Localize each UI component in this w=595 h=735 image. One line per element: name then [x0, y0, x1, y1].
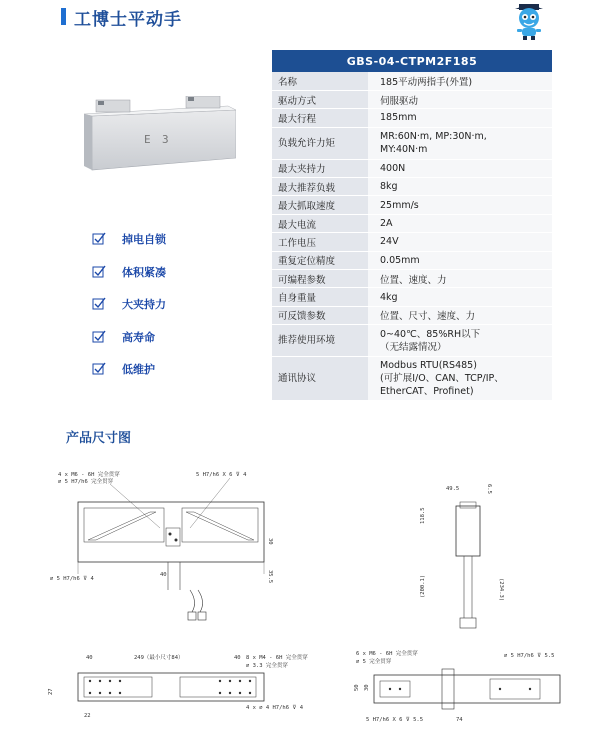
dimension-label: 30: [267, 538, 273, 545]
spec-value: 185平动两指手(外置): [368, 72, 552, 90]
spec-value-line: Modbus RTU(RS485): [380, 360, 477, 372]
drawing-note: 4 x ∅ 4 H7/h6 ⊽ 4: [246, 705, 304, 711]
spec-key: 可反馈参数: [272, 306, 368, 324]
table-row: [272, 233, 552, 251]
feature-label: 高寿命: [122, 330, 155, 344]
dimension-label: 27: [48, 688, 54, 695]
svg-text:E: E: [144, 133, 151, 146]
spec-key: 名称: [272, 72, 368, 90]
feature-list: [92, 230, 242, 393]
dimension-label: 74: [456, 717, 463, 723]
dimension-label: 40: [160, 572, 167, 578]
spec-key: 最大电流: [272, 214, 368, 232]
spec-value: 185mm: [368, 109, 552, 127]
bottom-view-drawing: [40, 645, 330, 730]
dimension-label: 40: [86, 655, 93, 661]
feature-label: 掉电自锁: [122, 233, 166, 246]
spec-key: 最大推荐负载: [272, 178, 368, 196]
feature-label: 低维护: [122, 363, 155, 376]
spec-value: [368, 325, 552, 357]
drawing-note: ∅ 5 H7/h6 ⊽ 4: [50, 576, 94, 582]
svg-text:3: 3: [162, 133, 169, 146]
dimension-label: 118.5: [420, 507, 426, 524]
spec-value-line: 0~40℃、85%RH以下: [380, 328, 481, 340]
drawing-note: 6 x M6 - 6H 完全贯穿: [356, 651, 418, 657]
spec-key: 工作电压: [272, 233, 368, 251]
spec-key: 通讯协议: [272, 357, 368, 401]
table-row: [272, 72, 552, 90]
top-view-drawing: [340, 645, 575, 730]
drawing-note: 5 H7/h6 X 6 ⊽ 5.5: [366, 717, 424, 723]
dimension-label: 249（最小尺寸84）: [134, 655, 184, 661]
checkbox-checked-icon: [92, 297, 106, 311]
spec-key: 负载允许力矩: [272, 127, 368, 159]
spec-value: 400N: [368, 159, 552, 177]
table-row: [272, 270, 552, 288]
drawing-note: ∅ 5 H7/h6 完全贯穿: [58, 479, 114, 485]
spec-value-line: (可扩展I/O、CAN、TCP/IP、: [380, 373, 504, 385]
drawing-note: ∅ 5 完全贯穿: [356, 659, 392, 665]
table-row: [272, 159, 552, 177]
spec-key: 最大行程: [272, 109, 368, 127]
checkbox-checked-icon: [92, 330, 106, 344]
feature-item: [92, 263, 242, 281]
table-row: [272, 90, 552, 108]
header-accent-bar: [61, 8, 66, 25]
checkbox-checked-icon: [92, 265, 106, 279]
table-row: [272, 178, 552, 196]
spec-value: 位置、速度、力: [368, 270, 552, 288]
spec-key: 重复定位精度: [272, 251, 368, 269]
spec-value: 25mm/s: [368, 196, 552, 214]
spec-value-line: EtherCAT、Profinet): [380, 386, 474, 398]
drawing-note: 8 x M4 - 6H 完全贯穿: [246, 655, 308, 661]
product-photo: [84, 96, 236, 172]
spec-value-line: MR:60N·m, MP:30N·m,: [380, 131, 487, 143]
dimension-label: (234.3): [498, 578, 504, 602]
spec-value: 0.05mm: [368, 251, 552, 269]
side-view-drawing: [416, 478, 516, 638]
dimension-label: (200.1): [420, 574, 426, 598]
spec-key: 自身重量: [272, 288, 368, 306]
spec-key: 推荐使用环境: [272, 325, 368, 357]
spec-model-header: GBS-04-CTPM2F185: [272, 50, 552, 72]
table-row: [272, 127, 552, 159]
feature-label: 大夹持力: [122, 298, 166, 311]
spec-value: [368, 127, 552, 159]
spec-value-line: MY:40N·m: [380, 144, 428, 156]
table-row: [272, 325, 552, 357]
table-row: [272, 214, 552, 232]
checkbox-checked-icon: [92, 362, 106, 376]
dimension-label: 50: [354, 684, 360, 691]
feature-item: [92, 230, 242, 248]
spec-value: 8kg: [368, 178, 552, 196]
feature-label: 体积紧凑: [122, 265, 166, 279]
feature-item: [92, 328, 242, 346]
dimension-label: 22: [84, 713, 91, 719]
spec-table: [272, 50, 552, 401]
drawing-note: ∅ 3.3 完全贯穿: [246, 663, 288, 669]
table-row: [272, 196, 552, 214]
checkbox-checked-icon: [92, 232, 106, 246]
front-view-drawing: [40, 462, 280, 632]
robot-mascot-icon: [512, 2, 546, 40]
spec-key: 驱动方式: [272, 90, 368, 108]
spec-value: 伺服驱动: [368, 90, 552, 108]
table-row: [272, 288, 552, 306]
page-title: 工博士平动手: [74, 10, 182, 30]
page-header: [0, 0, 595, 46]
table-row: [272, 109, 552, 127]
spec-value: 24V: [368, 233, 552, 251]
drawing-note: 4 x M6 - 6H 完全贯穿: [58, 472, 120, 478]
table-row: [272, 251, 552, 269]
spec-key: 最大抓取速度: [272, 196, 368, 214]
spec-value: 4kg: [368, 288, 552, 306]
table-row: [272, 306, 552, 324]
drawing-note: 5 H7/h6 X 6 ⊽ 4: [196, 472, 247, 478]
drawing-note: ∅ 5 H7/h6 ⊽ 5.5: [504, 653, 555, 659]
spec-key: 可编程参数: [272, 270, 368, 288]
feature-item: [92, 295, 242, 313]
dimension-label: 35.5: [267, 570, 273, 584]
feature-item: [92, 360, 242, 378]
dimension-label: 49.5: [446, 486, 460, 492]
spec-value-line: （无结露情况）: [380, 341, 447, 353]
spec-value: 2A: [368, 214, 552, 232]
dimension-section-title: 产品尺寸图: [66, 431, 132, 446]
table-row: [272, 357, 552, 401]
spec-key: 最大夹持力: [272, 159, 368, 177]
dimension-label: 6.5: [486, 484, 492, 494]
dimension-label: 40: [234, 655, 241, 661]
spec-value: 位置、尺寸、速度、力: [368, 306, 552, 324]
spec-value: [368, 357, 552, 401]
dimension-label: 30: [364, 684, 370, 691]
